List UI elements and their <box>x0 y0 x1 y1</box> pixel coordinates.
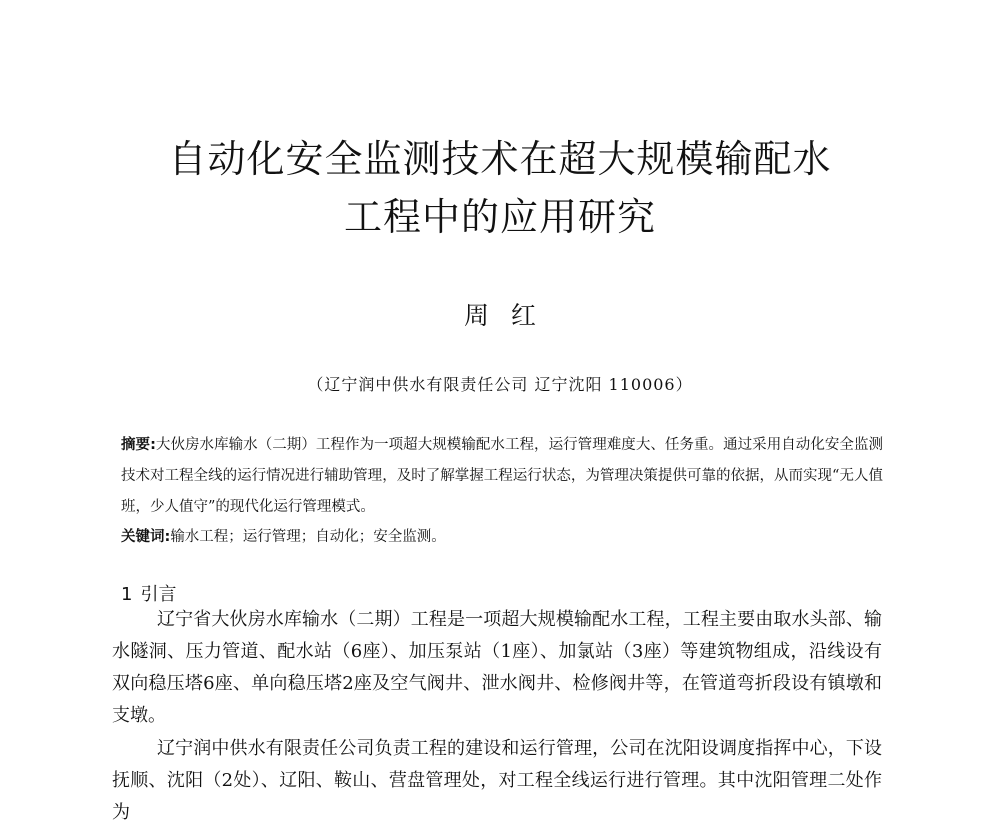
abstract-label: 摘要: <box>121 437 156 453</box>
body-paragraph-2: 辽宁润中供水有限责任公司负责工程的建设和运行管理，公司在沈阳设调度指挥中心，下设抚顺、沈阳（2处）、辽阳、鞍山、营盘管理处，对工程全线运行进行管理。其中沈阳管理二处作为 <box>112 738 882 823</box>
section-heading <box>121 580 176 606</box>
keywords-text: 输水工程；运行管理；自动化；安全监测。 <box>170 529 446 545</box>
paper-title-line2: 工程中的应用研究 <box>343 195 656 239</box>
abstract-text: 大伙房水库输水（二期）工程作为一项超大规模输配水工程，运行管理难度大、任务重。通过采用自动化安全监测技术对工程全线的运行情况进行辅助管理，及时了解掌握工程运行状态，为管理决策提供可靠的依据，从而实现“无人值班，少人值守”的现代化运行管理模式。 <box>121 437 883 515</box>
body-paragraph-1: 辽宁省大伙房水库输水（二期）工程是一项超大规模输配水工程，工程主要由取水头部、输水隧洞、压力管道、配水站（6座）、加压泵站（1座）、加氯站（3座）等建筑物组成，沿线设有双向稳压塔6座、单向稳压塔2座及空气阀井、泄水阀井、检修阀井等，在管道弯折段设有镇墩和支墩。 <box>112 609 882 726</box>
paper-title-line1: 自动化安全监测技术在超大规模输配水 <box>168 137 832 181</box>
section-number: 1 <box>121 584 133 605</box>
keywords <box>121 522 883 553</box>
section-title: 引言 <box>140 584 177 605</box>
author-name: 周红 <box>463 301 558 330</box>
author-affiliation: （辽宁润中供水有限责任公司 辽宁沈阳 110006） <box>307 375 693 394</box>
abstract <box>121 430 883 523</box>
keywords-label: 关键词: <box>121 529 171 545</box>
